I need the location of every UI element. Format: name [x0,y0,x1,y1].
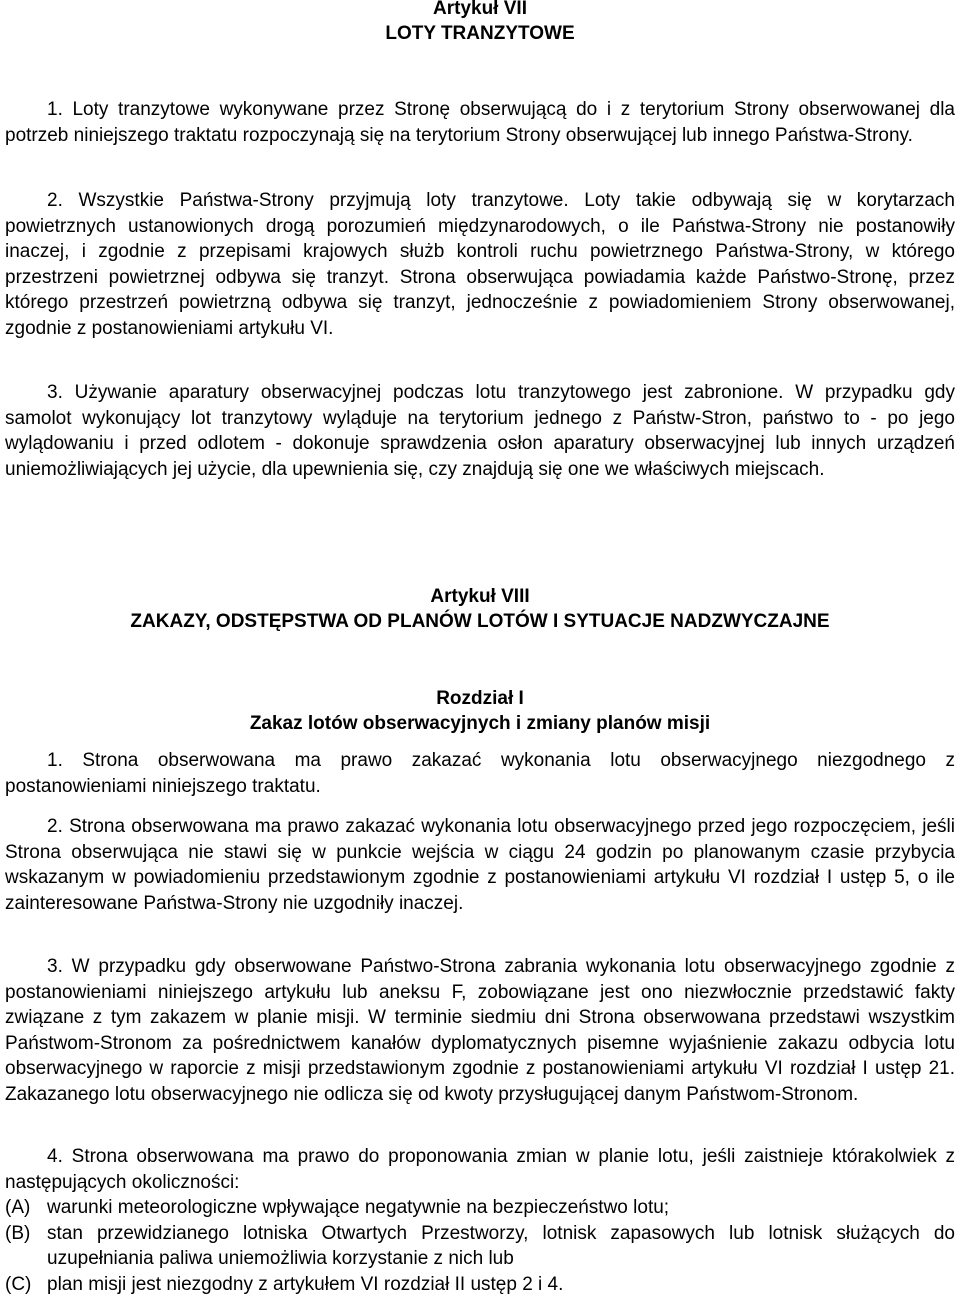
article-7-paragraph-3: 3. Używanie aparatury obserwacyjnej podczas lotu tranzytowego jest zabronione. W przypadku gdy samolot wykonujący lot tranzytowy wyląduje na terytorium jednego z Państw-Stron, państwo to - po jego wylądowaniu i przed odlotem - dokonuje sprawdzenia osłon aparatury obserwacyjnej lub innych urządzeń uniemożliwiających jej użycie, dla upewnienia się, czy znajdują się one we właściwych miejscach. [5,382,955,480]
article-8-paragraph-4: 4. Strona obserwowana ma prawo do proponowania zmian w planie lotu, jeśli zaistnieje którakolwiek z następujących okoliczności: [5,1146,955,1193]
list-item [5,1272,955,1298]
list-marker: (C) [5,1273,32,1295]
article-7-title: Artykuł VII [433,0,527,19]
article-7-subtitle: LOTY TRANZYTOWE [385,23,575,44]
article-8-paragraph-1: 1. Strona obserwowana ma prawo zakazać wykonania lotu obserwacyjnego niezgodnego z postanowieniami niniejszego traktatu. [5,750,955,797]
list-item-text: warunki meteorologiczne wpływające negatywnie na bezpieczeństwo lotu; [47,1197,670,1218]
list-item-text: plan misji jest niezgodny z artykułem VI rozdział II ustęp 2 i 4. [47,1273,564,1295]
conditions-list [5,1195,955,1297]
list-marker: (B) [5,1222,31,1244]
list-item [5,1221,955,1272]
article-8-subtitle: ZAKAZY, ODSTĘPSTWA OD PLANÓW LOTÓW I SYTUACJE NADZWYCZAJNE [130,611,830,632]
section-1-title: Rozdział I [436,688,524,709]
article-8-paragraph-2: 2. Strona obserwowana ma prawo zakazać wykonania lotu obserwacyjnego przed jego rozpoczęciem, jeśli Strona obserwująca nie stawi się w punkcie wejścia w ciągu 24 godzin po planowanym czasie przybycia wskazanym w powiadomieniu przedstawionym zgodnie z postanowieniami artykułu VI rozdział I ustęp 5, o ile zainteresowane Państwa-Strony nie uzgodniły inaczej. [5,816,955,914]
article-8-title: Artykuł VIII [430,586,530,607]
list-marker: (A) [5,1197,31,1218]
list-item-text: stan przewidzianego lotniska Otwartych Przestworzy, lotnisk zapasowych lub lotnisk służących do uzupełniania paliwa uniemożliwia korzystanie z nich lub [47,1222,955,1269]
article-7-paragraph-1: 1. Loty tranzytowe wykonywane przez Stronę obserwującą do i z terytorium Strony obserwowanej dla potrzeb niniejszego traktatu rozpoczynają się na terytorium Strony obserwującej lub innego Państwa-Strony. [5,99,955,146]
list-item [5,1195,955,1221]
article-7-paragraph-2: 2. Wszystkie Państwa-Strony przyjmują loty tranzytowe. Loty takie odbywają się w korytarzach powietrznych ustanowionych drogą porozumień międzynarodowych, o ile Państwa-Strony nie postanowiły inaczej, i zgodnie z przepisami krajowych służb kontroli ruchu powietrznego Państwa-Strony, w którego przestrzeni powietrznej odbywa się tranzyt. Strona obserwująca powiadamia każde Państwo-Stronę, przez którego przestrzeń powietrzną odbywa się tranzyt, jednocześnie z powiadomieniem Strony obserwowanej, zgodnie z postanowieniami artykułu VI. [5,190,955,339]
article-8-paragraph-3: 3. W przypadku gdy obserwowane Państwo-Strona zabrania wykonania lotu obserwacyjnego zgodnie z postanowieniami niniejszego artykułu lub aneksu F, zobowiązane jest ono niezwłocznie przedstawić fakty związane z tym zakazem w planie misji. W terminie siedmiu dni Strona obserwowana przedstawi wszystkim Państwom-Stronom za pośrednictwem kanałów dyplomatycznych pisemne wyjaśnienie zakazu odbycia lotu obserwacyjnego w raporcie z misji przedstawionym zgodnie z postanowieniami artykułu VI rozdział I ustęp 21. Zakazanego lotu obserwacyjnego nie odlicza się od kwoty przysługującej danym Państwom-Stronom. [5,956,955,1105]
section-1-subtitle: Zakaz lotów obserwacyjnych i zmiany planów misji [249,713,711,734]
